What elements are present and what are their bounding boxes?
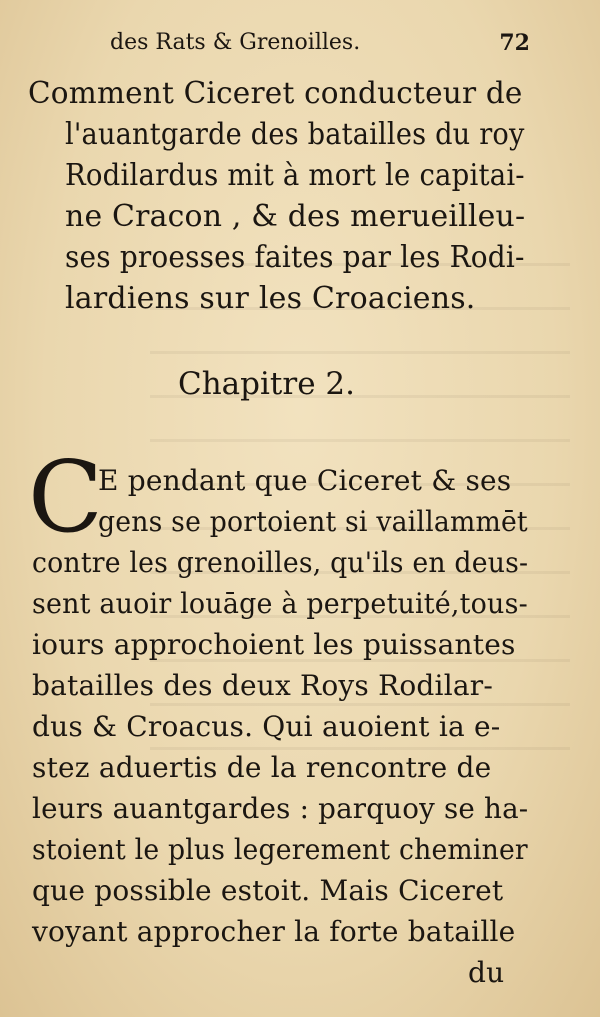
- body-line: E pendant que Ciceret & ses: [98, 464, 512, 497]
- body-line: gens se portoient si vaillammēt: [98, 505, 528, 538]
- body-line: iours approchoient les puissantes: [32, 628, 516, 661]
- body-line: leurs auantgardes : parquoy se ha-: [32, 792, 529, 825]
- heading-line: ses proesses faites par les Rodi-: [65, 240, 525, 275]
- catchword: du: [468, 956, 505, 989]
- page-number: 72: [499, 30, 530, 56]
- heading-line: lardiens sur les Croaciens.: [65, 281, 476, 316]
- heading-line: Rodilardus mit à mort le capitai-: [65, 158, 525, 193]
- heading-line: l'auantgarde des batailles du roy: [65, 117, 525, 152]
- chapter-label: Chapitre 2.: [178, 366, 355, 402]
- body-line: stoient le plus legerement cheminer: [32, 833, 528, 866]
- body-line: que possible estoit. Mais Ciceret: [32, 874, 504, 907]
- body-line: stez aduertis de la rencontre de: [32, 751, 492, 784]
- running-header: [110, 28, 530, 58]
- heading-line: ne Cracon , & des merueilleu-: [65, 199, 526, 234]
- drop-cap: C: [28, 441, 103, 555]
- body-line: sent auoir louāge à perpetuité,tous-: [32, 587, 528, 620]
- running-title: des Rats & Grenoilles.: [110, 30, 361, 55]
- body-line: voyant approcher la forte bataille: [32, 915, 516, 948]
- body-line: batailles des deux Roys Rodilar-: [32, 669, 493, 702]
- heading-line: Comment Ciceret conducteur de: [28, 76, 523, 111]
- body-line: dus & Croacus. Qui auoient ia e-: [32, 710, 501, 743]
- body-line: contre les grenoilles, qu'ils en deus-: [32, 546, 529, 579]
